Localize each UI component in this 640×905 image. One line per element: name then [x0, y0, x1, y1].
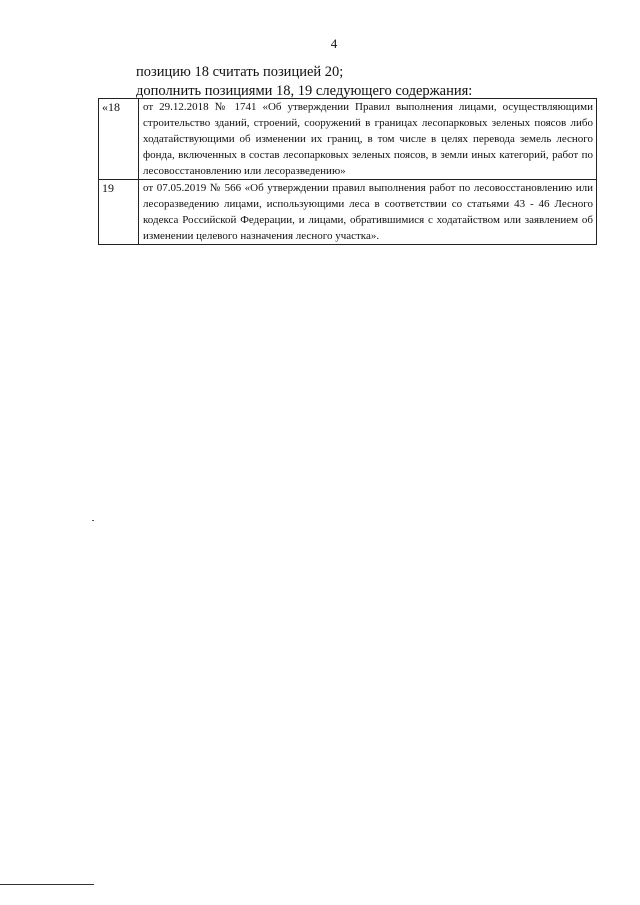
position-number: «18: [99, 99, 139, 180]
page-number: 4: [330, 36, 338, 51]
positions-table: [98, 98, 597, 245]
intro-line-renumber: позицию 18 считать позицией 20;: [136, 64, 344, 80]
footnote-rule: [0, 884, 94, 885]
position-number: 19: [99, 180, 139, 245]
position-text: от 07.05.2019 № 566 «Об утверждении правил выполнения работ по лесовосстановлению или лесоразведению лицами, использующими леса в соответствии со статьями 43 - 46 Лесного кодекса Российской Федерации, и лицами, обратившимися с ходатайством или заявлением об изменении целевого назначения лесного участка».: [139, 180, 597, 245]
intro-line-add-positions: дополнить позициями 18, 19 следующего содержания:: [136, 83, 473, 99]
table-row: [99, 180, 597, 245]
scan-mark: [92, 520, 94, 521]
table-row: [99, 99, 597, 180]
position-text: от 29.12.2018 № 1741 «Об утверждении Правил выполнения лицами, осуществляющими строительство зданий, строений, сооружений в границах лесопарковых зеленых поясов либо ходатайствующими об изменении их границ, в том числе в целях перевода земель лесного фонда, включенных в состав лесопарковых зеленых поясов, в земли иных категорий, работ по лесовосстановлению или лесоразведению»: [139, 99, 597, 180]
